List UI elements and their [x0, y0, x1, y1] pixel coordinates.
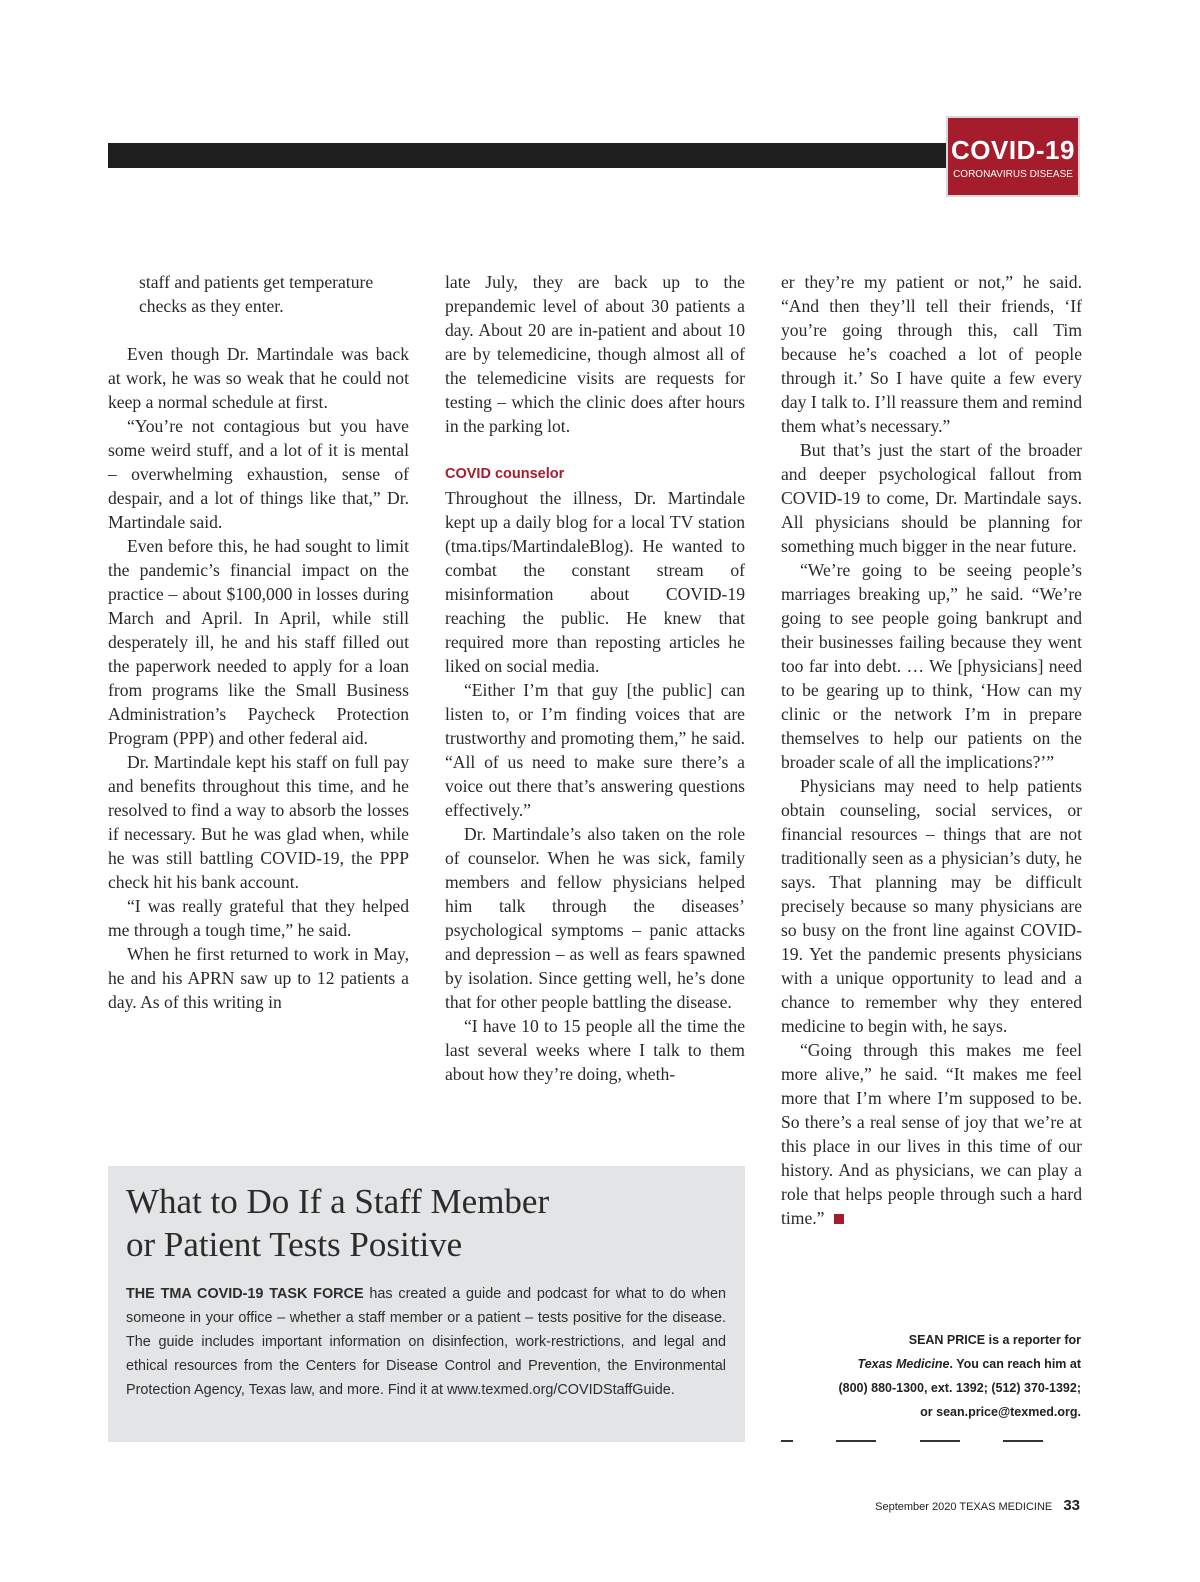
final-paragraph-text: “Going through this makes me feel more alive,” he said. “It makes me feel more that I’m where I’m supposed to be. So there’s a real sense of joy that we’re at this place in our lives in this time of our history. And as physicians, we can play a role that helps people through such a hard time.” — [781, 1040, 1082, 1228]
rule-fragment — [920, 1440, 960, 1442]
sidebar-box — [108, 1166, 745, 1442]
credit-line-4: or sean.price@texmed.org. — [920, 1405, 1081, 1419]
paragraph: “We’re going to be seeing people’s marriages breaking up,” he said. “We’re going to see people going bankrupt and their businesses failing because they went too far into debt. … We [physicians] need to be gearing up to think, ‘How can my clinic or the network I’m in prepare themselves to help our patients on the broader scale of all the implications?’” — [781, 560, 1082, 772]
sidebar-body — [126, 1282, 726, 1402]
header-rule — [108, 143, 968, 168]
paragraph: Dr. Martindale kept his staff on full pay and benefits throughout this time, and he resolved to find a way to absorb the losses if necessary. But he was glad when, while he was still battling COVID-19, the PPP check hit his bank account. — [108, 752, 409, 892]
paragraph: “I have 10 to 15 people all the time the last several weeks where I talk to them about how they’re doing, wheth- — [445, 1016, 745, 1084]
publication-name: Texas Medicine — [857, 1357, 950, 1371]
paragraph: Even before this, he had sought to limit the pandemic’s financial impact on the practice – about $100,000 in losses during March and April. In April, while still desperately ill, he and his staff filled out the paperwork needed to apply for a loan from programs like the Small Business Administration’s Paycheck Protection Program (PPP) and other federal aid. — [108, 536, 409, 748]
sidebar-lead: THE TMA COVID-19 TASK FORCE — [126, 1286, 364, 1302]
paragraph: Throughout the illness, Dr. Martindale kept up a daily blog for a local TV station (tma.tips/MartindaleBlog). He wanted to combat the constant stream of misinformation about COVID-19 reaching the public. He knew that required more than reposting articles he liked on social media. — [445, 488, 745, 676]
sidebar-title-line-1: What to Do If a Staff Member — [126, 1182, 550, 1221]
author-credit — [781, 1328, 1081, 1424]
paragraph: When he first returned to work in May, he and his APRN saw up to 12 patients a day. As of this writing in — [108, 944, 409, 1012]
rule-fragment — [836, 1440, 876, 1442]
paragraph: Dr. Martindale’s also taken on the role of counselor. When he was sick, family members and fellow physicians helped him talk through the diseases’ psychological symptoms – panic attacks and depression – as well as fears spawned by isolation. Since getting well, he’s done that for other people battling the disease. — [445, 824, 745, 1012]
sidebar-title-line-2: or Patient Tests Positive — [126, 1225, 463, 1264]
footer-issue: September 2020 — [875, 1501, 957, 1513]
paragraph: Even though Dr. Martindale was back at work, he was so weak that he could not keep a normal schedule at first. — [108, 344, 409, 412]
paragraph: staff and patients get temperature checks as they enter. — [139, 272, 374, 316]
paragraph: “You’re not contagious but you have some weird stuff, and a lot of it is mental – overwhelming exhaustion, sense of despair, and a lot of things like that,” Dr. Martindale said. — [108, 416, 409, 532]
badge-subtitle: CORONAVIRUS DISEASE — [953, 169, 1073, 180]
credit-line-2-rest: . You can reach him at — [949, 1357, 1081, 1371]
page-number: 33 — [1063, 1497, 1080, 1514]
end-mark-icon — [834, 1214, 844, 1224]
paragraph: er they’re my patient or not,” he said. “And then they’ll tell their friends, ‘If you’re going through this, call Tim because he’s coached a lot of people through it.’ So I have quite a few every day I talk to. I’ll reassure them and remind them what’s necessary.” — [781, 272, 1082, 436]
rule-fragment — [781, 1440, 793, 1442]
sidebar-title — [126, 1180, 726, 1266]
credit-line-2 — [781, 1352, 1081, 1376]
rule-fragment — [1003, 1440, 1043, 1442]
paragraph: “I was really grateful that they helped me through a tough time,” he said. — [108, 896, 409, 940]
paragraph: But that’s just the start of the broader and deeper psychological fallout from COVID-19 to come, Dr. Martindale says. All physicians should be planning for something much bigger in the near future. — [781, 440, 1082, 556]
covid-badge — [946, 116, 1080, 197]
section-subhead: COVID counselor — [445, 466, 565, 482]
paragraph: Physicians may need to help patients obtain counseling, social services, or financial resources – things that are not traditionally seen as a physician’s duty, he says. That planning may be difficult precisely because so many physicians are so busy on the front line against COVID-19. Yet the pandemic presents physicians with a unique opportunity to lead and a chance to remember why they entered medicine to begin with, he says. — [781, 776, 1082, 1036]
footer-magazine: TEXAS MEDICINE — [959, 1501, 1053, 1513]
paragraph: “Either I’m that guy [the public] can listen to, or I’m finding voices that are trustworthy and promoting them,” he said. “All of us need to make sure there’s a voice out there that’s answering questions effectively.” — [445, 680, 745, 820]
page-footer — [875, 1497, 1080, 1514]
sidebar-text: has created a guide and podcast for what to do when someone in your office – whether a staff member or a patient – tests positive for the disease. The guide includes important information on disinfection, work-restrictions, and legal and ethical resources from the Centers for Disease Control and Prevention, the Environmental Protection Agency, Texas law, and more. Find it at www.texmed.org/COVIDStaffGuide. — [126, 1286, 726, 1398]
credit-line-3: (800) 880-1300, ext. 1392; (512) 370-1392; — [838, 1381, 1081, 1395]
article-column-2 — [445, 270, 745, 1086]
credit-line-1: SEAN PRICE is a reporter for — [908, 1333, 1081, 1347]
article-column-3 — [781, 270, 1082, 1230]
paragraph — [781, 1038, 1082, 1230]
paragraph: late July, they are back up to the prepandemic level of about 30 patients a day. About 20 are in-patient and about 10 are by telemedicine, though almost all of the telemedicine visits are requests for testing – which the clinic does after hours in the parking lot. — [445, 272, 745, 436]
article-column-1 — [108, 270, 409, 1014]
badge-title: COVID-19 — [951, 135, 1075, 165]
